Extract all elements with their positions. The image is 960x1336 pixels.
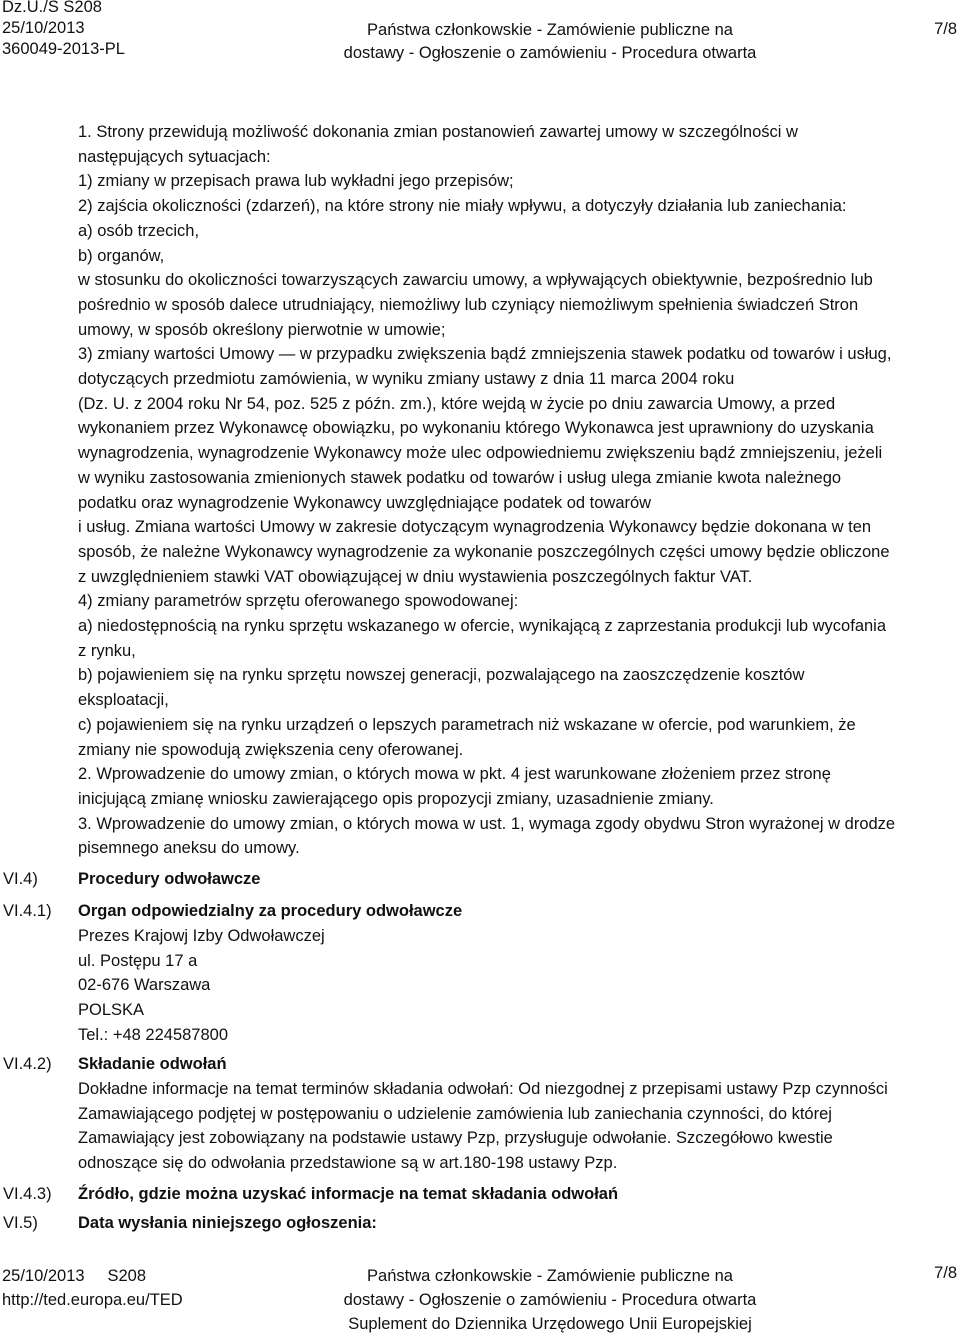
body-line: 2) zajścia okoliczności (zdarzeń), na które strony nie miały wpływu, a dotyczyły działania lub zaniechania: xyxy=(78,197,847,216)
review-body-address xyxy=(78,924,960,1048)
body-line: w stosunku do okoliczności towarzyszących zawarciu umowy, a wpływających obiektywnie, bezpośrednio lub xyxy=(78,271,873,290)
body-line: i usług. Zmiana wartości Umowy w zakresie dotyczącym wynagrodzenia Wykonawcy będzie dokonana w ten xyxy=(78,518,872,537)
header-title-line-2: dostawy - Ogłoszenie o zamówieniu - Procedura otwarta xyxy=(343,44,757,62)
body-line: wykonaniem przez Wykonawcę obowiązku, po wykonaniu którego Wykonawca jest uprawniony do uzyskania xyxy=(78,419,874,438)
body-line: 1) zmiany w przepisach prawa lub wykładni jego przepisów; xyxy=(78,172,514,191)
header-page-number: 7/8 xyxy=(934,20,957,38)
section-title-review-body: Organ odpowiedzialny za procedury odwoławcze xyxy=(78,902,463,920)
body-line: wynagrodzenia, wynagrodzenie Wykonawcy może ulec odpowiedniemu zwiększeniu bądź zmniejszeniu, jeżeli xyxy=(78,444,883,463)
body-line: sposób, że należne Wykonawcy wynagrodzenie za wykonanie poszczególnych części umowy będzie obliczone xyxy=(78,542,890,561)
section-title-dispatch-date: Data wysłania niniejszego ogłoszenia: xyxy=(78,1214,377,1232)
body-line: 3) zmiany wartości Umowy — w przypadku zwiększenia bądź zmniejszenia stawek podatku od towarów i usług, xyxy=(78,345,892,364)
body-line: a) niedostępnością na rynku sprzętu wskazanego w ofercie, wynikającą z zaprzestania produkcji lub wycofania xyxy=(78,617,887,636)
body-line: dotyczących przedmiotu zamówienia, w wyniku zmiany ustawy z dnia 11 marca 2004 roku xyxy=(78,370,735,389)
lodging-appeals-line: Zamawiającego podjętej w postępowaniu o udzielenie zamówienia lub zaniechania czynności, do której xyxy=(78,1104,832,1123)
section-title-appeal-procedures: Procedury odwoławcze xyxy=(78,870,261,888)
review-body-name: Prezes Krajowj Izby Odwoławczej xyxy=(78,927,325,945)
footer-date-issue: 25/10/2013 S208 xyxy=(2,1267,147,1285)
section-number-vi5: VI.5) xyxy=(3,1214,38,1232)
body-line: (Dz. U. z 2004 roku Nr 54, poz. 525 z późn. zm.), które wejdą w życie po dniu zawarcia Umowy, a przed xyxy=(78,394,836,413)
review-body-country: POLSKA xyxy=(78,1001,145,1020)
lodging-appeals-line: odnoszące się do odwołania przedstawione są w art.180-198 ustawy Pzp. xyxy=(78,1154,618,1173)
footer-title-line-1: Państwa członkowskie - Zamówienie publiczne na xyxy=(367,1267,733,1285)
body-line: następujących sytuacjach: xyxy=(78,147,271,166)
review-body-phone: Tel.: +48 224587800 xyxy=(78,1025,229,1044)
journal-reference: Dz.U./S S208 xyxy=(2,0,102,16)
body-line: c) pojawieniem się na rynku urządzeń o lepszych parametrach niż wskazane w ofercie, pod warunkiem, że xyxy=(78,715,856,734)
body-line: pośrednio w sposób dalece utrudniający, niemożliwy lub czyniący niemożliwym spełnienia świadczeń Stron xyxy=(78,295,859,314)
body-line: eksploatacji, xyxy=(78,691,169,710)
review-body-street: ul. Postępu 17 a xyxy=(78,951,198,970)
header-date: 25/10/2013 xyxy=(2,19,85,37)
footer-supplement: Suplement do Dziennika Urzędowego Unii Europejskiej xyxy=(348,1315,752,1333)
body-line: zmiany nie spowodują zwiększenia ceny oferowanej. xyxy=(78,740,464,759)
body-line: b) pojawieniem się na rynku sprzętu nowszej generacji, pozwalającego na zaoszczędzenie kosztów xyxy=(78,666,805,685)
body-line: 1. Strony przewidują możliwość dokonania zmian postanowień zawartej umowy w szczególności w xyxy=(78,123,798,141)
header-reference xyxy=(2,0,125,60)
footer-title-line-2: dostawy - Ogłoszenie o zamówieniu - Procedura otwarta xyxy=(343,1291,757,1309)
section-number-vi42: VI.4.2) xyxy=(3,1055,52,1073)
lodging-appeals-line: Zamawiający jest zobowiązany na podstawie ustawy Pzp, przysługuje odwołanie. Szczegółowo kwestie xyxy=(78,1129,833,1148)
notice-number: 360049-2013-PL xyxy=(2,40,125,58)
body-line: 3. Wprowadzenie do umowy zmian, o których mowa w ust. 1, wymaga zgody obydwu Stron wyrażonej w drodze xyxy=(78,814,896,833)
body-line: umowy, w sposób określony pierwotnie w umowie; xyxy=(78,320,446,339)
body-line: z rynku, xyxy=(78,641,136,660)
body-line: 4) zmiany parametrów sprzętu oferowanego spowodowanej: xyxy=(78,592,519,611)
lodging-appeals-line: Dokładne informacje na temat terminów składania odwołań: Od niezgodnej z przepisami ustawy Pzp czynności xyxy=(78,1080,888,1098)
contract-amendment-text xyxy=(78,120,960,861)
footer-page-number: 7/8 xyxy=(934,1264,957,1282)
body-line: z uwzględnieniem stawki VAT obowiązującej w dniu wystawienia poszczególnych faktur VAT. xyxy=(78,567,753,586)
section-title-lodging-appeals: Składanie odwołań xyxy=(78,1055,227,1073)
body-line: b) organów, xyxy=(78,246,165,265)
lodging-appeals-text xyxy=(78,1077,960,1176)
section-number-vi43: VI.4.3) xyxy=(3,1185,52,1203)
header-title xyxy=(290,19,810,65)
footer-url[interactable]: http://ted.europa.eu/TED xyxy=(2,1291,183,1309)
body-line: 2. Wprowadzenie do umowy zmian, o których mowa w pkt. 4 jest warunkowane złożeniem przez stronę xyxy=(78,765,831,784)
footer-title xyxy=(290,1264,810,1336)
body-line: a) osób trzecich, xyxy=(78,221,200,240)
section-title-appeals-information-source: Źródło, gdzie można uzyskać informacje na temat składania odwołań xyxy=(78,1185,619,1203)
section-number-vi41: VI.4.1) xyxy=(3,902,52,920)
body-line: w wyniku zastosowania zmienionych stawek podatku od towarów i usług ulega zmianie kwota należnego xyxy=(78,468,842,487)
review-body-city: 02-676 Warszawa xyxy=(78,976,211,995)
section-number-vi4: VI.4) xyxy=(3,870,38,888)
body-line: podatku oraz wynagrodzenie Wykonawcy uwzględniające podatek od towarów xyxy=(78,493,652,512)
footer-reference xyxy=(2,1264,183,1312)
header-title-line-1: Państwa członkowskie - Zamówienie publiczne na xyxy=(367,21,733,39)
body-line: inicjującą zmianę wniosku zawierającego opis propozycji zmiany, uzasadnienie zmiany. xyxy=(78,789,714,808)
body-line: pisemnego aneksu do umowy. xyxy=(78,839,300,858)
